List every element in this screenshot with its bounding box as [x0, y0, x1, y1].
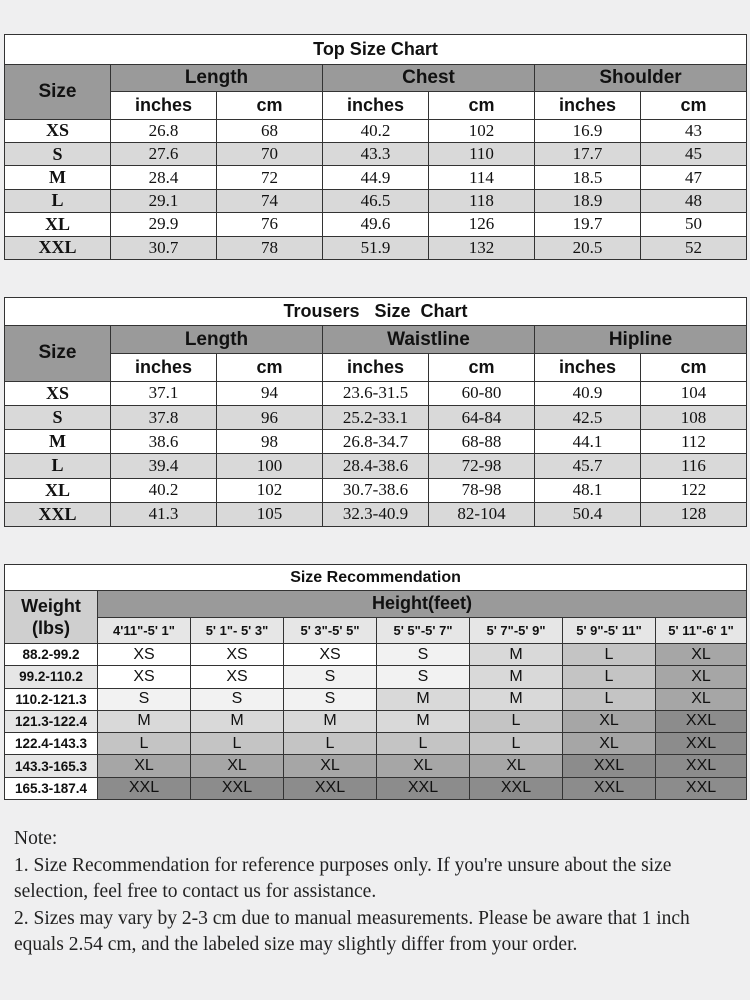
- measurement-cell: 102: [217, 478, 323, 502]
- table-row: [5, 755, 747, 777]
- table-row: [5, 405, 747, 429]
- weight-range-cell: 110.2-121.3: [5, 688, 98, 710]
- recommended-size-cell: XL: [563, 733, 656, 755]
- recommended-size-cell: XL: [191, 755, 284, 777]
- recommended-size-cell: XXL: [284, 777, 377, 799]
- measurement-cell: 30.7: [111, 236, 217, 259]
- recommended-size-cell: M: [470, 688, 563, 710]
- weight-header-label: Weight: [21, 595, 81, 616]
- recommended-size-cell: L: [563, 666, 656, 688]
- table-row: [5, 430, 747, 454]
- measurement-cell: 82-104: [429, 502, 535, 526]
- measurement-cell: 30.7-38.6: [323, 478, 429, 502]
- weight-range-cell: 143.3-165.3: [5, 755, 98, 777]
- recommended-size-cell: XXL: [377, 777, 470, 799]
- recommended-size-cell: XL: [470, 755, 563, 777]
- measurement-cell: 47: [641, 166, 747, 189]
- recommended-size-cell: S: [377, 666, 470, 688]
- weight-range-cell: 165.3-187.4: [5, 777, 98, 799]
- measurement-cell: 25.2-33.1: [323, 405, 429, 429]
- trousers-size-chart: [4, 297, 747, 527]
- notes-section: [14, 826, 739, 959]
- size-cell: L: [5, 189, 111, 212]
- recommended-size-cell: XXL: [563, 777, 656, 799]
- measurement-cell: 52: [641, 236, 747, 259]
- recommended-size-cell: XXL: [656, 777, 747, 799]
- measurement-cell: 29.1: [111, 189, 217, 212]
- unit-header: cm: [641, 92, 747, 120]
- height-header: Height(feet): [98, 591, 747, 617]
- table-row: [5, 236, 747, 259]
- measurement-cell: 43.3: [323, 142, 429, 165]
- size-cell: S: [5, 142, 111, 165]
- unit-header: cm: [217, 92, 323, 120]
- trousers-chart-title: Trousers Size Chart: [5, 298, 747, 326]
- recommended-size-cell: XXL: [656, 710, 747, 732]
- measurement-cell: 105: [217, 502, 323, 526]
- measurement-cell: 45.7: [535, 454, 641, 478]
- group-header-waistline: Waistline: [323, 326, 535, 354]
- measurement-cell: 112: [641, 430, 747, 454]
- measurement-cell: 48: [641, 189, 747, 212]
- unit-header: cm: [641, 354, 747, 381]
- measurement-cell: 26.8-34.7: [323, 430, 429, 454]
- measurement-cell: 78: [217, 236, 323, 259]
- unit-header: inches: [323, 354, 429, 381]
- recommended-size-cell: M: [377, 688, 470, 710]
- group-header-chest: Chest: [323, 64, 535, 91]
- measurement-cell: 27.6: [111, 142, 217, 165]
- measurement-cell: 70: [217, 142, 323, 165]
- measurement-cell: 18.9: [535, 189, 641, 212]
- measurement-cell: 41.3: [111, 502, 217, 526]
- measurement-cell: 98: [217, 430, 323, 454]
- recommended-size-cell: XL: [656, 666, 747, 688]
- group-header-hipline: Hipline: [535, 326, 747, 354]
- measurement-cell: 128: [641, 502, 747, 526]
- size-cell: XL: [5, 478, 111, 502]
- recommended-size-cell: XS: [284, 644, 377, 666]
- measurement-cell: 108: [641, 405, 747, 429]
- measurement-cell: 42.5: [535, 405, 641, 429]
- unit-header: cm: [217, 354, 323, 381]
- recommended-size-cell: M: [470, 666, 563, 688]
- size-cell: XS: [5, 119, 111, 142]
- height-range-header: 5' 7"-5' 9": [470, 617, 563, 643]
- measurement-cell: 48.1: [535, 478, 641, 502]
- table-row: [5, 119, 747, 142]
- measurement-cell: 60-80: [429, 381, 535, 405]
- measurement-cell: 40.2: [323, 119, 429, 142]
- table-row: [5, 166, 747, 189]
- measurement-cell: 23.6-31.5: [323, 381, 429, 405]
- table-row: [5, 710, 747, 732]
- unit-header: inches: [111, 92, 217, 120]
- unit-header: cm: [429, 92, 535, 120]
- recommended-size-cell: XS: [191, 666, 284, 688]
- unit-header: inches: [111, 354, 217, 381]
- recommended-size-cell: L: [191, 733, 284, 755]
- table-row: [5, 142, 747, 165]
- measurement-cell: 100: [217, 454, 323, 478]
- measurement-cell: 102: [429, 119, 535, 142]
- recommended-size-cell: XXL: [656, 733, 747, 755]
- table-row: [5, 478, 747, 502]
- note-line-2: 2. Sizes may vary by 2-3 cm due to manual measurements. Please be aware that 1 inch equals 2.54 cm, and the labeled size may slightly differ from your order.: [14, 907, 690, 955]
- recommended-size-cell: L: [98, 733, 191, 755]
- measurement-cell: 116: [641, 454, 747, 478]
- measurement-cell: 28.4: [111, 166, 217, 189]
- measurement-cell: 64-84: [429, 405, 535, 429]
- recommended-size-cell: XXL: [563, 755, 656, 777]
- measurement-cell: 68-88: [429, 430, 535, 454]
- table-row: [5, 688, 747, 710]
- measurement-cell: 110: [429, 142, 535, 165]
- size-cell: M: [5, 166, 111, 189]
- measurement-cell: 40.2: [111, 478, 217, 502]
- table-row: [5, 666, 747, 688]
- measurement-cell: 28.4-38.6: [323, 454, 429, 478]
- measurement-cell: 37.8: [111, 405, 217, 429]
- measurement-cell: 16.9: [535, 119, 641, 142]
- height-range-header: 5' 5"-5' 7": [377, 617, 470, 643]
- group-header-length: Length: [111, 326, 323, 354]
- recommended-size-cell: S: [98, 688, 191, 710]
- recommended-size-cell: XS: [98, 666, 191, 688]
- measurement-cell: 40.9: [535, 381, 641, 405]
- recommended-size-cell: S: [191, 688, 284, 710]
- recommended-size-cell: S: [284, 688, 377, 710]
- recommended-size-cell: M: [284, 710, 377, 732]
- measurement-cell: 104: [641, 381, 747, 405]
- table-row: [5, 189, 747, 212]
- size-cell: XXL: [5, 236, 111, 259]
- measurement-cell: 32.3-40.9: [323, 502, 429, 526]
- recommended-size-cell: XXL: [470, 777, 563, 799]
- measurement-cell: 68: [217, 119, 323, 142]
- size-header: Size: [5, 64, 111, 119]
- recommended-size-cell: S: [377, 644, 470, 666]
- height-range-header: 5' 9"-5' 11": [563, 617, 656, 643]
- table-row: [5, 644, 747, 666]
- recommended-size-cell: XS: [98, 644, 191, 666]
- note-line-1: 1. Size Recommendation for reference purposes only. If you're unsure about the size selection, feel free to contact us for assistance.: [14, 854, 672, 902]
- measurement-cell: 72-98: [429, 454, 535, 478]
- measurement-cell: 44.1: [535, 430, 641, 454]
- recommended-size-cell: XS: [191, 644, 284, 666]
- measurement-cell: 45: [641, 142, 747, 165]
- measurement-cell: 72: [217, 166, 323, 189]
- measurement-cell: 94: [217, 381, 323, 405]
- measurement-cell: 29.9: [111, 213, 217, 236]
- weight-range-cell: 88.2-99.2: [5, 644, 98, 666]
- measurement-cell: 118: [429, 189, 535, 212]
- recommended-size-cell: XL: [656, 644, 747, 666]
- measurement-cell: 20.5: [535, 236, 641, 259]
- measurement-cell: 17.7: [535, 142, 641, 165]
- measurement-cell: 126: [429, 213, 535, 236]
- table-row: [5, 777, 747, 799]
- table-row: [5, 454, 747, 478]
- height-range-header: 5' 3"-5' 5": [284, 617, 377, 643]
- unit-header: inches: [535, 354, 641, 381]
- recommended-size-cell: L: [470, 733, 563, 755]
- size-cell: S: [5, 405, 111, 429]
- size-cell: M: [5, 430, 111, 454]
- recommended-size-cell: M: [191, 710, 284, 732]
- recommended-size-cell: L: [284, 733, 377, 755]
- measurement-cell: 51.9: [323, 236, 429, 259]
- group-header-length: Length: [111, 64, 323, 91]
- size-header: Size: [5, 326, 111, 381]
- weight-header-unit: (lbs): [32, 618, 70, 639]
- height-range-header: 5' 1"- 5' 3": [191, 617, 284, 643]
- measurement-cell: 37.1: [111, 381, 217, 405]
- measurement-cell: 74: [217, 189, 323, 212]
- measurement-cell: 49.6: [323, 213, 429, 236]
- top-chart-title: Top Size Chart: [5, 35, 747, 65]
- recommended-size-cell: XXL: [191, 777, 284, 799]
- table-row: [5, 502, 747, 526]
- height-range-header: 5' 11"-6' 1": [656, 617, 747, 643]
- recommended-size-cell: XXL: [98, 777, 191, 799]
- size-recommendation-table: [4, 564, 747, 800]
- recommended-size-cell: XL: [563, 710, 656, 732]
- measurement-cell: 114: [429, 166, 535, 189]
- recommended-size-cell: L: [377, 733, 470, 755]
- unit-header: cm: [429, 354, 535, 381]
- measurement-cell: 38.6: [111, 430, 217, 454]
- measurement-cell: 19.7: [535, 213, 641, 236]
- recommended-size-cell: L: [563, 644, 656, 666]
- recommended-size-cell: M: [470, 644, 563, 666]
- recommended-size-cell: L: [470, 710, 563, 732]
- notes-heading: Note:: [14, 828, 58, 849]
- unit-header: inches: [323, 92, 429, 120]
- table-row: [5, 381, 747, 405]
- measurement-cell: 18.5: [535, 166, 641, 189]
- table-row: [5, 213, 747, 236]
- size-cell: L: [5, 454, 111, 478]
- size-cell: XS: [5, 381, 111, 405]
- recommended-size-cell: M: [377, 710, 470, 732]
- measurement-cell: 122: [641, 478, 747, 502]
- recommended-size-cell: L: [563, 688, 656, 710]
- measurement-cell: 50.4: [535, 502, 641, 526]
- measurement-cell: 78-98: [429, 478, 535, 502]
- recommended-size-cell: XL: [377, 755, 470, 777]
- recommended-size-cell: S: [284, 666, 377, 688]
- recommended-size-cell: XL: [98, 755, 191, 777]
- recommended-size-cell: XXL: [656, 755, 747, 777]
- group-header-shoulder: Shoulder: [535, 64, 747, 91]
- table-row: [5, 733, 747, 755]
- recommendation-title: Size Recommendation: [5, 565, 747, 591]
- measurement-cell: 39.4: [111, 454, 217, 478]
- recommended-size-cell: XL: [284, 755, 377, 777]
- unit-header: inches: [535, 92, 641, 120]
- measurement-cell: 26.8: [111, 119, 217, 142]
- recommended-size-cell: XL: [656, 688, 747, 710]
- measurement-cell: 44.9: [323, 166, 429, 189]
- measurement-cell: 96: [217, 405, 323, 429]
- weight-range-cell: 122.4-143.3: [5, 733, 98, 755]
- weight-range-cell: 121.3-122.4: [5, 710, 98, 732]
- size-cell: XXL: [5, 502, 111, 526]
- weight-header: [5, 591, 98, 644]
- measurement-cell: 43: [641, 119, 747, 142]
- measurement-cell: 50: [641, 213, 747, 236]
- top-size-chart: [4, 34, 747, 260]
- measurement-cell: 46.5: [323, 189, 429, 212]
- recommended-size-cell: M: [98, 710, 191, 732]
- measurement-cell: 76: [217, 213, 323, 236]
- measurement-cell: 132: [429, 236, 535, 259]
- height-range-header: 4'11"-5' 1": [98, 617, 191, 643]
- size-cell: XL: [5, 213, 111, 236]
- weight-range-cell: 99.2-110.2: [5, 666, 98, 688]
